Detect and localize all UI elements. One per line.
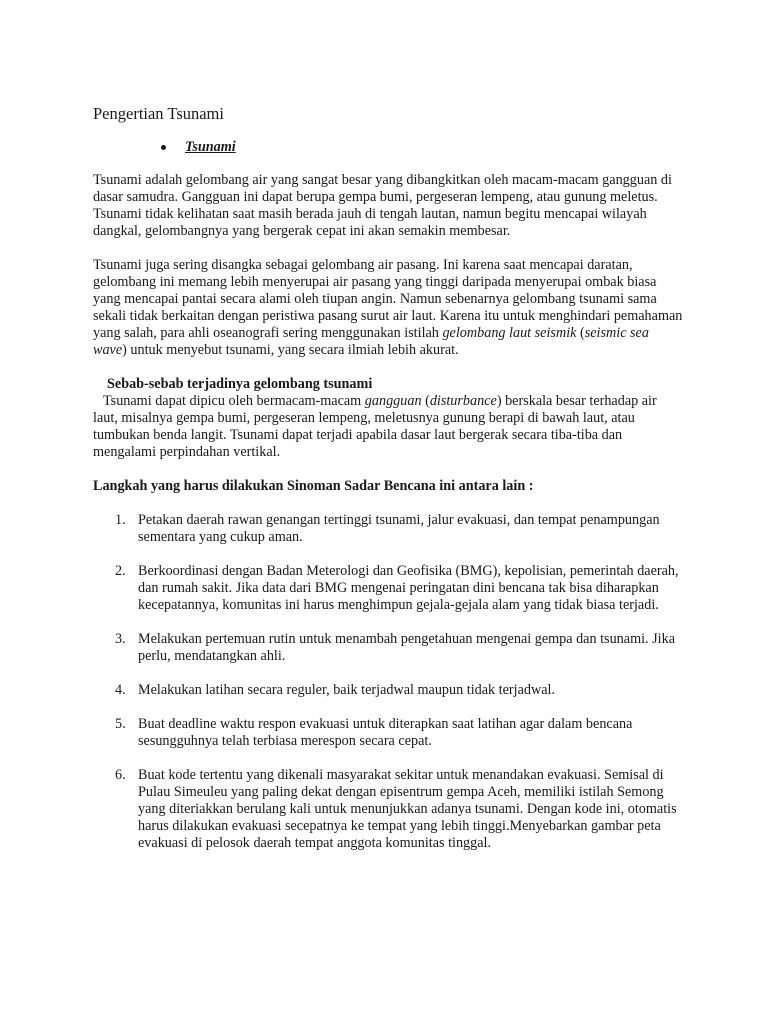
bullet-text: Tsunami	[185, 138, 236, 155]
causes-heading: Sebab-sebab terjadinya gelombang tsunami	[107, 376, 373, 392]
list-number: 4.	[115, 682, 126, 698]
document-page	[93, 104, 683, 869]
list-item-text: Berkoordinasi dengan Badan Meterologi dan Geofisika (BMG), kepolisian, pemerintah daerah, dan rumah sakit. Jika data dari BMG mengenai peringatan dini bencana tak bisa diharapkan kecepatannya, komunitas ini harus menghimpun gejala-gejala alam yang tidak biasa terjadi.	[138, 563, 679, 613]
list-item	[93, 631, 683, 665]
list-item	[93, 682, 683, 699]
paragraph-text: Tsunami dapat dipicu oleh bermacam-macam	[103, 393, 365, 409]
list-item-text: Buat kode tertentu yang dikenali masyarakat sekitar untuk menandakan evakuasi. Semisal di Pulau Simeuleu yang paling dekat dengan episentrum gempa Aceh, memiliki istilah Semong yang diteriakkan berulang kali untuk menunjukkan adanya tsunami. Dengan kode ini, otomatis harus dilakukan evakuasi secepatnya ke tempat yang lebih tinggi.Menyebarkan gambar peta evakuasi di pelosok daerah tempat anggota komunitas tinggal.	[138, 767, 677, 851]
italic-term: seismic sea wave	[93, 325, 649, 358]
list-item	[93, 512, 683, 546]
paragraph-text: ) untuk menyebut tsunami, yang secara ilmiah lebih akurat.	[122, 342, 459, 358]
list-item-text: Petakan daerah rawan genangan tertinggi tsunami, jalur evakuasi, dan tempat penampungan sementara yang cukup aman.	[138, 512, 660, 545]
paragraph-text: (	[576, 325, 585, 341]
list-number: 6.	[115, 767, 126, 783]
list-item-text: Buat deadline waktu respon evakuasi untuk diterapkan saat latihan agar dalam bencana sesungguhnya telah terbiasa merespon secara cepat.	[138, 716, 633, 749]
italic-term: disturbance	[429, 393, 497, 409]
paragraph-causes	[93, 393, 683, 461]
list-item	[93, 563, 683, 614]
list-item	[93, 767, 683, 852]
list-item-text: Melakukan pertemuan rutin untuk menambah pengetahuan mengenai gempa dan tsunami. Jika perlu, mendatangkan ahli.	[138, 631, 675, 664]
paragraph-text: ) berskala besar terhadap air laut, misalnya gempa bumi, pergeseran lempeng, meletusnya gunung berapi di bawah laut, atau tumbukan benda langit. Tsunami dapat terjadi apabila dasar laut bergerak secara tiba-tiba dan mengalami perpindahan vertikal.	[93, 393, 657, 460]
list-item-text: Melakukan latihan secara reguler, baik terjadwal maupun tidak terjadwal.	[138, 682, 555, 698]
list-number: 1.	[115, 512, 126, 528]
steps-heading: Langkah yang harus dilakukan Sinoman Sadar Bencana ini antara lain :	[93, 478, 534, 494]
paragraph-tidal-confusion	[93, 257, 683, 359]
list-number: 3.	[115, 631, 126, 647]
list-number: 2.	[115, 563, 126, 579]
bullet-item	[93, 138, 683, 156]
paragraph-definition: Tsunami adalah gelombang air yang sangat besar yang dibangkitkan oleh macam-macam gangguan di dasar samudra. Gangguan ini dapat berupa gempa bumi, pergeseran lempeng, atau gunung meletus. Tsunami tidak kelihatan saat masih berada jauh di tengah lautan, namun begitu mencapai wilayah dangkal, gelombangnya yang bergerak cepat ini akan semakin membesar.	[93, 172, 672, 239]
list-item	[93, 716, 683, 750]
list-number: 5.	[115, 716, 126, 732]
steps-list	[93, 512, 683, 852]
paragraph-text: (	[421, 393, 430, 409]
italic-term: gelombang laut seismik	[442, 325, 577, 341]
paragraph-text: Tsunami juga sering disangka sebagai gelombang air pasang. Ini karena saat mencapai daratan, gelombang ini memang lebih menyerupai air pasang yang tinggi daripada menyerupai ombak biasa yang mencapai pantai secara alami oleh tiupan angin. Namun sebenarnya gelombang tsunami sama sekali tidak berkaitan dengan peristiwa pasang surut air laut. Karena itu untuk menghindari pemahaman yang salah, para ahli oseanografi sering menggunakan istilah	[93, 257, 683, 341]
italic-term: gangguan	[364, 393, 422, 409]
bullet-dot-icon	[161, 145, 166, 150]
document-title: Pengertian Tsunami	[93, 104, 224, 123]
